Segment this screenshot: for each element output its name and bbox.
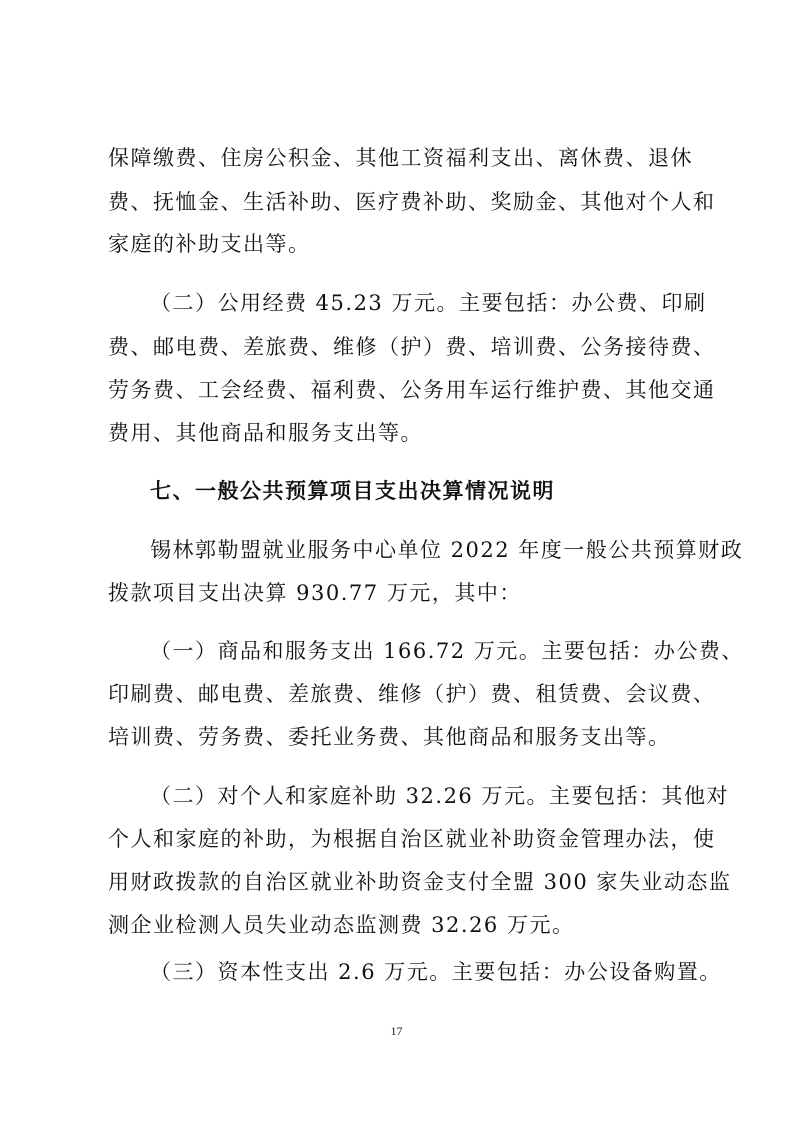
text-line: 锡林郭勒盟就业服务中心单位 2022 年度一般公共预算财政 bbox=[150, 538, 744, 562]
text-line: 劳务费、工会经费、福利费、公务用车运行维护费、其他交通 bbox=[108, 378, 716, 402]
text-line: （三）资本性支出 2.6 万元。主要包括：办公设备购置。 bbox=[150, 960, 722, 984]
text-line: 用财政拨款的自治区就业补助资金支付全盟 300 家失业动态监 bbox=[108, 870, 732, 894]
text-line: 费、抚恤金、生活补助、医疗费补助、奖励金、其他对个人和 bbox=[108, 190, 716, 214]
text-line: 培训费、劳务费、委托业务费、其他商品和服务支出等。 bbox=[108, 725, 671, 749]
text-line: 个人和家庭的补助，为根据自治区就业补助资金管理办法，使 bbox=[108, 827, 716, 851]
text-line: （一）商品和服务支出 166.72 万元。主要包括：办公费、 bbox=[150, 639, 744, 663]
text-line: 保障缴费、住房公积金、其他工资福利支出、离休费、退休 bbox=[108, 146, 693, 170]
page-number: 17 bbox=[390, 1024, 403, 1038]
text-line: 费用、其他商品和服务支出等。 bbox=[108, 421, 423, 445]
text-line: 拨款项目支出决算 930.77 万元，其中： bbox=[108, 581, 522, 605]
text-line: （二）公用经费 45.23 万元。主要包括：办公费、印刷 bbox=[150, 291, 707, 315]
text-line: 印刷费、邮电费、差旅费、维修（护）费、租赁费、会议费、 bbox=[108, 682, 716, 706]
text-line: 费、邮电费、差旅费、维修（护）费、培训费、公务接待费、 bbox=[108, 335, 716, 359]
text-line: （二）对个人和家庭补助 32.26 万元。主要包括：其他对 bbox=[150, 784, 729, 808]
text-line: 测企业检测人员失业动态监测费 32.26 万元。 bbox=[108, 913, 575, 937]
section-heading: 七、一般公共预算项目支出决算情况说明 bbox=[150, 479, 555, 503]
text-line: 家庭的补助支出等。 bbox=[108, 232, 311, 256]
